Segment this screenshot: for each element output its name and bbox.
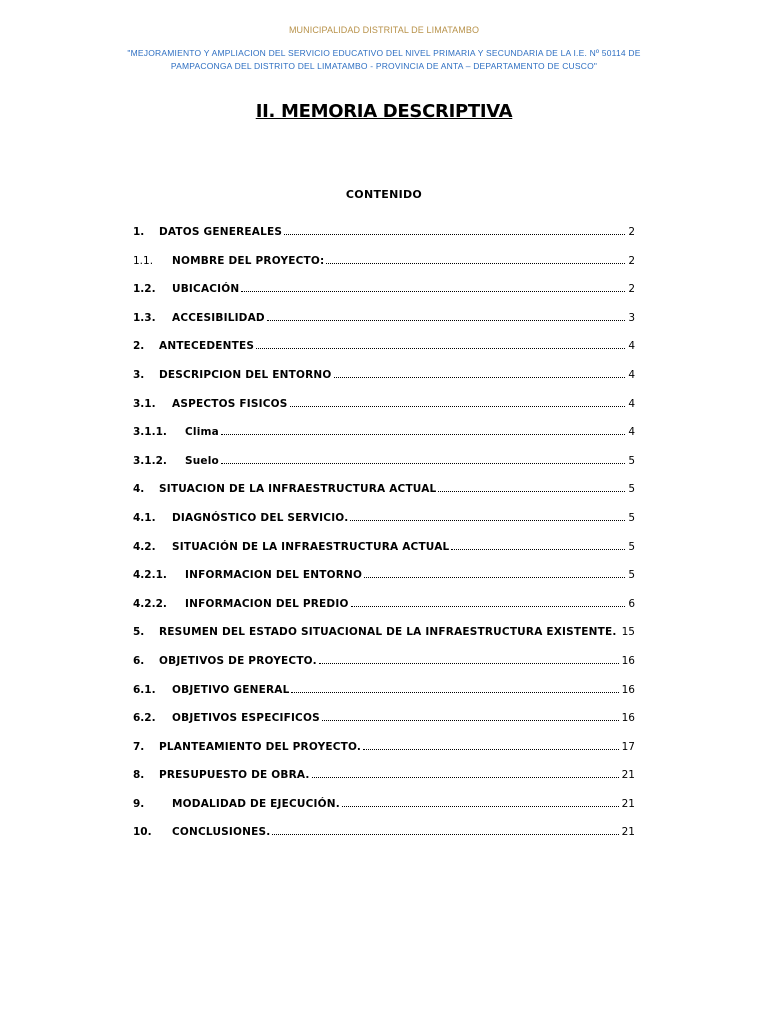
toc-dot-leader [363,739,619,750]
toc-dot-leader [291,682,618,693]
toc-entry-title: INFORMACION DEL PREDIO [185,597,349,610]
toc-dot-leader [221,424,625,435]
toc-entry-page: 21 [621,826,635,839]
toc-entry-page: 16 [621,683,635,696]
toc-dot-leader [350,510,625,521]
toc-entry[interactable] [133,510,635,539]
toc-dot-leader [451,539,625,550]
toc-entry-page: 15 [621,626,635,639]
header-municipality: MUNICIPALIDAD DISTRITAL DE LIMATAMBO [288,25,480,35]
toc-dot-leader [438,481,625,492]
toc-entry-page: 5 [628,483,635,496]
toc-entry-number: 4. [133,483,145,496]
toc-entry-number: 2. [133,340,145,353]
toc-entry-number: 4.2.2. [133,597,167,610]
toc-dot-leader [342,796,619,807]
toc-dot-leader [364,567,625,578]
toc-entry-number: 3.1. [133,397,156,410]
toc-dot-leader [284,224,625,235]
toc-entry[interactable] [133,281,635,310]
toc-dot-leader [351,596,626,607]
toc-dot-leader [312,767,619,778]
toc-entry[interactable] [133,424,635,453]
toc-entry-number: 5. [133,626,145,639]
toc-entry-title: MODALIDAD DE EJECUCIÓN. [172,797,340,810]
toc-dot-leader [221,453,625,464]
toc-entry-title: ACCESIBILIDAD [172,311,265,324]
toc-entry-page: 16 [621,712,635,725]
toc-entry-number: 1.3. [133,311,156,324]
toc-entry-title: NOMBRE DEL PROYECTO: [172,254,325,267]
toc-entry[interactable] [133,338,635,367]
toc-entry-number: 1.1. [133,254,154,267]
toc-entry-title: INFORMACION DEL ENTORNO [185,569,363,582]
toc-entry-number: 3. [133,368,145,381]
toc-entry-number: 1.2. [133,283,156,296]
toc-entry-title: ASPECTOS FISICOS [172,397,288,410]
toc-entry[interactable] [133,396,635,425]
toc-dot-leader [267,310,625,321]
toc-entry-page: 5 [628,540,635,553]
toc-dot-leader [256,338,625,349]
toc-entry-page: 2 [628,226,635,238]
toc-entry-number: 1. [133,226,145,238]
toc-entry[interactable] [133,682,635,711]
toc-entry-title: OBJETIVOS DE PROYECTO. [159,654,317,667]
toc-entry-number: 3.1.2. [133,454,167,467]
toc-entry[interactable] [133,710,635,739]
toc-entry[interactable] [133,796,635,825]
toc-dot-leader [319,653,619,664]
toc-heading: CONTENIDO [345,188,423,201]
toc-entry[interactable] [133,596,635,625]
toc-entry[interactable] [133,767,635,796]
toc-dot-leader [290,396,626,407]
document-title: II. MEMORIA DESCRIPTIVA [255,101,513,122]
toc-entry-title: PRESUPUESTO DE OBRA. [159,769,310,782]
toc-entry-title: PLANTEAMIENTO DEL PROYECTO. [159,740,362,753]
table-of-contents [133,224,635,853]
toc-entry-page: 4 [628,397,635,410]
toc-entry-number: 3.1.1. [133,426,167,439]
toc-dot-leader [272,824,618,835]
toc-entry[interactable] [133,739,635,768]
toc-entry-number: 7. [133,740,145,753]
toc-entry-title: CONCLUSIONES. [172,826,271,839]
toc-dot-leader [334,367,626,378]
toc-entry-number: 6. [133,654,145,667]
toc-entry-page: 5 [628,511,635,524]
toc-entry-title: SITUACION DE LA INFRAESTRUCTURA ACTUAL [159,483,437,496]
toc-entry-title: Suelo [185,454,219,467]
toc-entry[interactable] [133,653,635,682]
toc-entry-title: OBJETIVOS ESPECIFICOS [172,712,320,725]
toc-dot-leader [326,253,625,264]
toc-dot-leader [241,281,625,292]
toc-entry-title: DESCRIPCION DEL ENTORNO [159,368,332,381]
toc-entry[interactable] [133,253,635,282]
toc-entry-page: 4 [628,340,635,353]
toc-entry[interactable] [133,224,635,253]
toc-entry-number: 6.2. [133,712,156,725]
toc-entry-page: 2 [628,254,635,267]
toc-entry-page: 6 [628,597,635,610]
toc-entry-title: RESUMEN DEL ESTADO SITUACIONAL DE LA INFRAESTRUCTURA EXISTENTE. [159,626,617,639]
header-project-name: "MEJORAMIENTO Y AMPLIACION DEL SERVICIO EDUCATIVO DEL NIVEL PRIMARIA Y SECUNDARIA DE LA I.E. Nº 50114 DE PAMPACONGA DEL DISTRITO DEL LIMATAMBO - PROVINCIA DE ANTA – DEPARTAMENTO DE CUSCO" [127,48,641,71]
toc-entry[interactable] [133,539,635,568]
toc-entry-page: 21 [621,769,635,782]
toc-entry[interactable] [133,481,635,510]
toc-entry[interactable] [133,310,635,339]
toc-entry-number: 4.2. [133,540,156,553]
toc-entry-title: DIAGNÓSTICO DEL SERVICIO. [172,511,349,524]
toc-entry[interactable] [133,453,635,482]
toc-entry-title: UBICACIÓN [172,283,240,296]
toc-dot-leader [322,710,619,721]
toc-entry-page: 5 [628,569,635,582]
toc-entry-page: 17 [621,740,635,753]
toc-entry-title: DATOS GENEREALES [159,226,283,238]
toc-entry-title: Clima [185,426,219,439]
toc-entry-number: 4.2.1. [133,569,167,582]
toc-entry-title: ANTECEDENTES [159,340,255,353]
toc-entry-page: 4 [628,426,635,439]
toc-entry-number: 4.1. [133,511,156,524]
toc-entry-page: 5 [628,454,635,467]
toc-entry-page: 4 [628,368,635,381]
toc-entry[interactable] [133,567,635,596]
toc-entry-number: 6.1. [133,683,156,696]
toc-entry-page: 2 [628,283,635,296]
toc-entry[interactable] [133,624,635,653]
toc-entry-title: OBJETIVO GENERAL [172,683,290,696]
toc-entry-title: SITUACIÓN DE LA INFRAESTRUCTURA ACTUAL [172,540,450,553]
toc-entry[interactable] [133,824,635,853]
toc-entry-page: 3 [628,311,635,324]
toc-entry[interactable] [133,367,635,396]
toc-entry-number: 8. [133,769,145,782]
toc-entry-number: 9. [133,797,145,810]
toc-entry-page: 16 [621,654,635,667]
toc-entry-page: 21 [621,797,635,810]
toc-entry-number: 10. [133,826,152,839]
